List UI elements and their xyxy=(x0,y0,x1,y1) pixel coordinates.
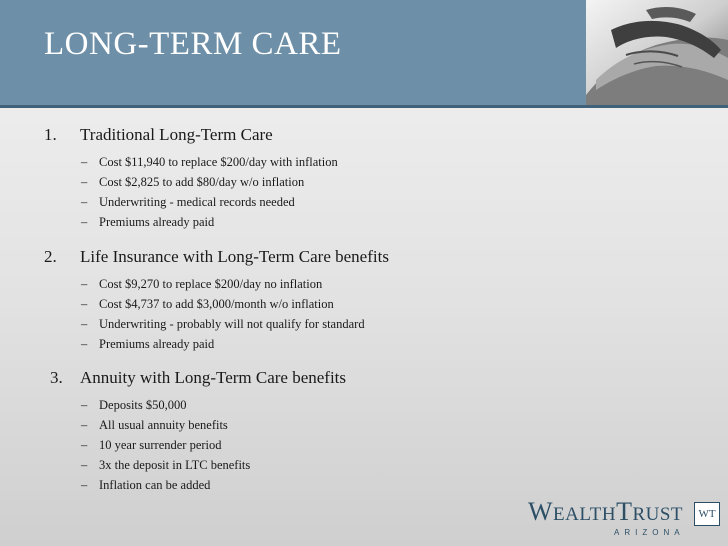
logo-letters: EALTH xyxy=(553,504,617,525)
dash-bullet: – xyxy=(81,297,88,311)
section-number: 2. xyxy=(44,247,57,266)
dash-bullet: – xyxy=(81,175,88,189)
list-item xyxy=(81,475,346,495)
section-heading xyxy=(44,246,389,268)
list-item xyxy=(81,212,338,232)
list-item-text: Inflation can be added xyxy=(99,478,211,492)
logo-letter: W xyxy=(528,497,554,526)
dash-bullet: – xyxy=(81,438,88,452)
bullet-list xyxy=(50,395,346,495)
list-item-text: Cost $9,270 to replace $200/day no inflation xyxy=(99,277,323,291)
dash-bullet: – xyxy=(81,317,88,331)
wealthtrust-logo xyxy=(528,497,724,543)
dash-bullet: – xyxy=(81,195,88,209)
section-title: Life Insurance with Long-Term Care benefits xyxy=(80,247,389,266)
list-item xyxy=(81,192,338,212)
section-number: 3. xyxy=(50,368,63,387)
section-heading xyxy=(50,367,346,389)
logo-letter: T xyxy=(616,497,633,526)
holding-hands-photo xyxy=(586,0,728,105)
dash-bullet: – xyxy=(81,398,88,412)
dash-bullet: – xyxy=(81,277,88,291)
list-item xyxy=(81,415,346,435)
bullet-list xyxy=(44,152,338,232)
logo-mark-icon: WT xyxy=(694,502,720,526)
dash-bullet: – xyxy=(81,478,88,492)
slide-title: LONG-TERM CARE xyxy=(44,26,342,62)
section-heading xyxy=(44,124,338,146)
list-item xyxy=(81,314,389,334)
dash-bullet: – xyxy=(81,215,88,229)
dash-bullet: – xyxy=(81,458,88,472)
section-2 xyxy=(44,246,389,354)
dash-bullet: – xyxy=(81,337,88,351)
list-item xyxy=(81,274,389,294)
list-item xyxy=(81,334,389,354)
logo-wordmark xyxy=(528,497,683,527)
list-item-text: Underwriting - probably will not qualify for standard xyxy=(99,317,365,331)
list-item-text: Deposits $50,000 xyxy=(99,398,187,412)
list-item-text: 3x the deposit in LTC benefits xyxy=(99,458,251,472)
list-item-text: Cost $4,737 to add $3,000/month w/o inflation xyxy=(99,297,334,311)
section-title: Traditional Long-Term Care xyxy=(80,125,273,144)
section-3 xyxy=(50,367,346,495)
list-item xyxy=(81,455,346,475)
section-title: Annuity with Long-Term Care benefits xyxy=(80,368,347,387)
list-item xyxy=(81,435,346,455)
title-rule xyxy=(0,105,728,108)
section-1 xyxy=(44,124,338,232)
holding-hands-icon xyxy=(586,0,728,105)
list-item xyxy=(81,395,346,415)
list-item xyxy=(81,172,338,192)
logo-subtitle: ARIZONA xyxy=(614,528,685,537)
list-item-text: All usual annuity benefits xyxy=(99,418,228,432)
dash-bullet: – xyxy=(81,155,88,169)
list-item-text: Premiums already paid xyxy=(99,337,215,351)
list-item-text: Cost $11,940 to replace $200/day with inflation xyxy=(99,155,338,169)
list-item xyxy=(81,294,389,314)
bullet-list xyxy=(44,274,389,354)
list-item-text: Premiums already paid xyxy=(99,215,215,229)
logo-letters: RUST xyxy=(632,504,684,525)
list-item xyxy=(81,152,338,172)
section-number: 1. xyxy=(44,125,57,144)
dash-bullet: – xyxy=(81,418,88,432)
list-item-text: Cost $2,825 to add $80/day w/o inflation xyxy=(99,175,305,189)
list-item-text: Underwriting - medical records needed xyxy=(99,195,295,209)
list-item-text: 10 year surrender period xyxy=(99,438,222,452)
